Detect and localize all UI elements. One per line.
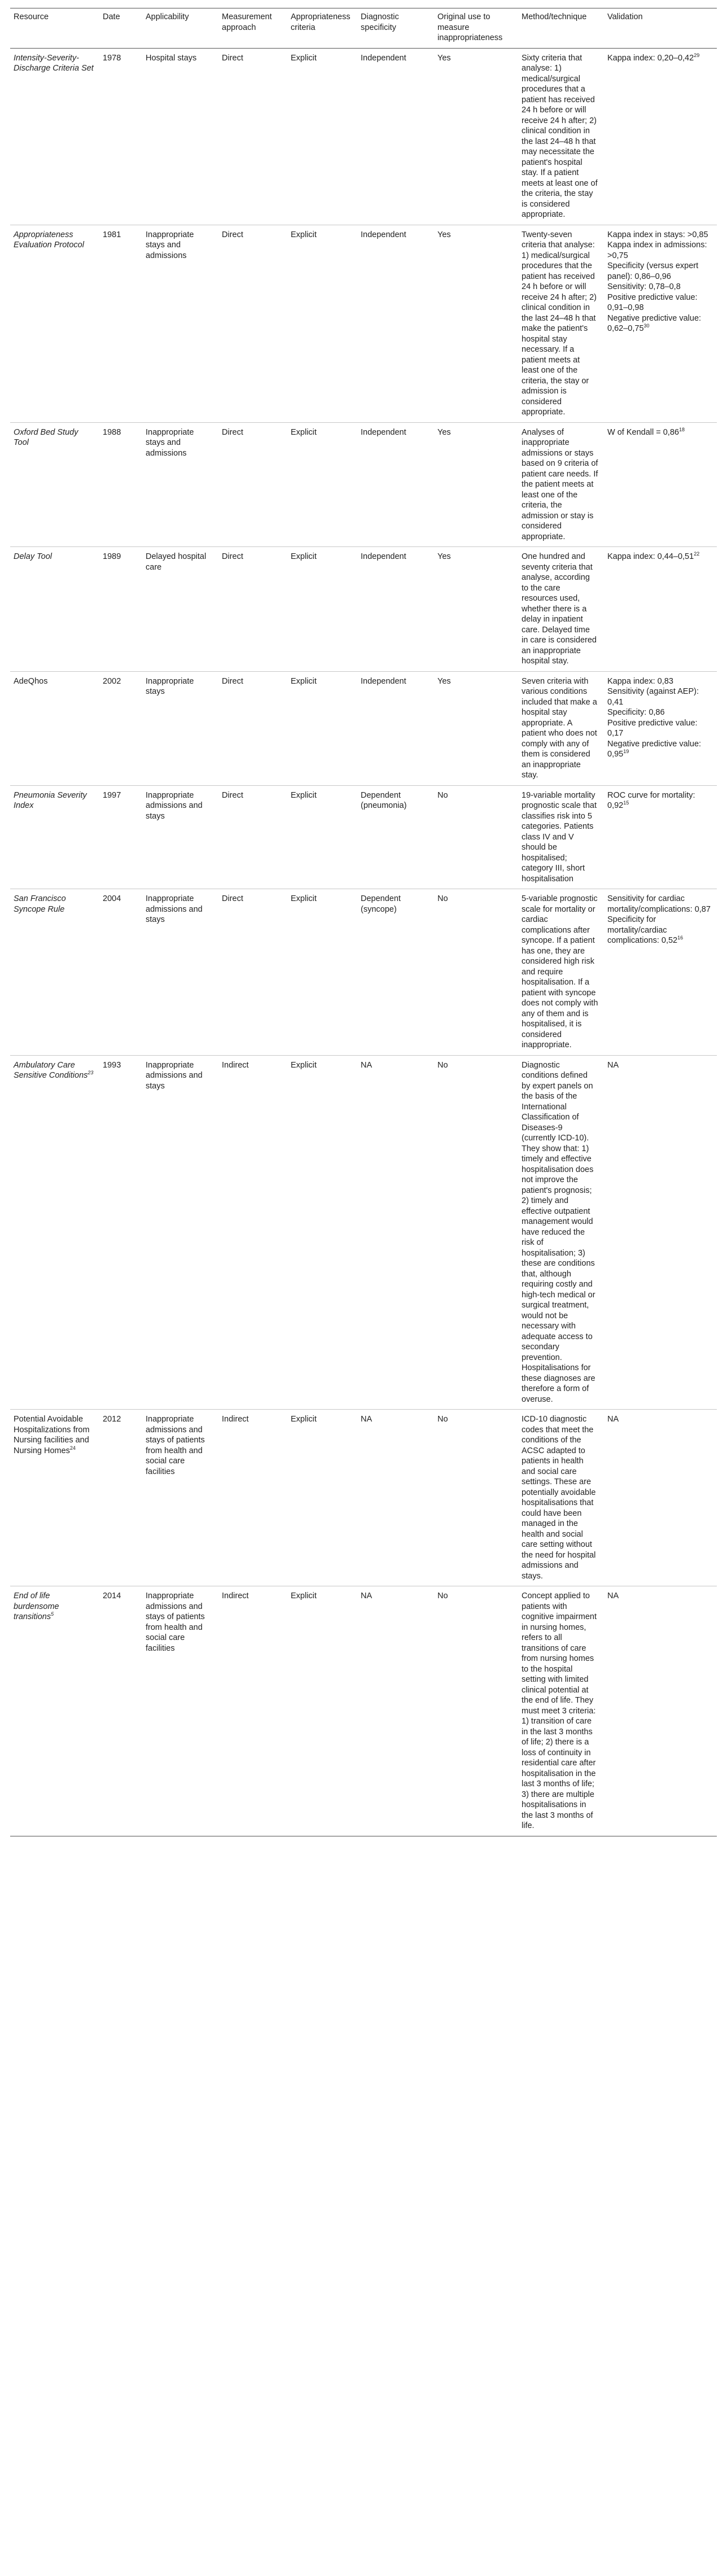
appropriateness-criteria-cell: Explicit xyxy=(291,1060,317,1070)
applicability-cell: Inappropriate stays and admissions xyxy=(146,427,194,458)
appropriateness-criteria-cell: Explicit xyxy=(291,1415,317,1424)
header-method-technique: Method/technique xyxy=(518,8,604,49)
table-row xyxy=(10,889,717,1056)
applicability-cell: Inappropriate admissions and stays of patients from health and social care facilities xyxy=(146,1415,205,1476)
validation-cell xyxy=(604,1410,717,1586)
validation-line xyxy=(607,686,711,707)
resource-name: San Francisco Syncope Rule xyxy=(14,894,66,914)
validation-text: Sensitivity (against AEP): 0,41 xyxy=(607,687,699,707)
validation-line xyxy=(607,718,711,739)
applicability-cell: Inappropriate admissions and stays xyxy=(146,790,203,821)
reference-superscript: 19 xyxy=(623,749,629,755)
original-use-cell: Yes xyxy=(437,230,451,239)
reference-superscript: 24 xyxy=(69,1445,76,1451)
validation-line xyxy=(607,230,711,240)
validation-text: Specificity for mortality/cardiac complications: 0,52 xyxy=(607,915,678,945)
resource-cell xyxy=(10,671,99,785)
validation-text: Positive predictive value: 0,91–0,98 xyxy=(607,292,698,312)
diagnostic-specificity-cell: Dependent (pneumonia) xyxy=(361,790,407,810)
validation-text: Positive predictive value: 0,17 xyxy=(607,718,698,738)
validation-line xyxy=(607,1060,711,1071)
header-appropriateness-criteria: Appropriateness criteria xyxy=(287,8,357,49)
table-row xyxy=(10,1586,717,1836)
original-use-cell: Yes xyxy=(437,676,451,686)
appropriateness-criteria-cell: Explicit xyxy=(291,1591,317,1600)
validation-line xyxy=(607,427,711,438)
method-technique-cell: Analyses of inappropriate admissions or stays based on 9 criteria of patient care needs. If the patient meets at least one of the criteria, the admission or stay is considered appropriate. xyxy=(522,427,598,541)
validation-line xyxy=(607,739,711,760)
measurement-approach-cell: Direct xyxy=(222,676,243,686)
resource-name: Potential Avoidable Hospitalizations from Nursing facilities and Nursing Homes xyxy=(14,1415,90,1455)
validation-text: NA xyxy=(607,1415,619,1424)
measurement-approach-cell: Indirect xyxy=(222,1415,249,1424)
appropriateness-criteria-cell: Explicit xyxy=(291,427,317,437)
validation-line xyxy=(607,790,711,811)
resources-table xyxy=(10,8,717,1836)
applicability-cell: Inappropriate stays and admissions xyxy=(146,230,194,260)
measurement-approach-cell: Direct xyxy=(222,53,243,63)
validation-text: Kappa index: 0,83 xyxy=(607,676,673,686)
appropriateness-criteria-cell: Explicit xyxy=(291,790,317,800)
method-technique-cell: 19-variable mortality prognostic scale that classifies risk into 5 categories. Patients class IV and V should be hospitalised; category III, short hospitalisation xyxy=(522,790,597,884)
diagnostic-specificity-cell: Independent xyxy=(361,427,406,437)
validation-text: ROC curve for mortality: 0,92 xyxy=(607,790,695,810)
resource-name: Intensity-Severity-Discharge Criteria Set xyxy=(14,53,94,73)
original-use-cell: No xyxy=(437,894,448,903)
resource-cell xyxy=(10,547,99,672)
date-cell: 2002 xyxy=(103,676,121,686)
table-row xyxy=(10,48,717,225)
validation-line xyxy=(607,282,711,292)
method-technique-cell: ICD-10 diagnostic codes that meet the conditions of the ACSC adapted to patients in health and social care settings. These are potentially avoidable hospitalisations that could have been managed in the health and social care setting without the need for hospital admissions and stays. xyxy=(522,1415,596,1581)
header-validation: Validation xyxy=(604,8,717,49)
original-use-cell: No xyxy=(437,1415,448,1424)
reference-superscript: 30 xyxy=(643,323,650,329)
original-use-cell: No xyxy=(437,1591,448,1600)
reference-superscript: 22 xyxy=(694,551,700,557)
reference-superscript: 18 xyxy=(678,426,685,432)
appropriateness-criteria-cell: Explicit xyxy=(291,676,317,686)
date-cell: 1978 xyxy=(103,53,121,63)
validation-text: Sensitivity: 0,78–0,8 xyxy=(607,282,681,291)
measurement-approach-cell: Direct xyxy=(222,427,243,437)
validation-line xyxy=(607,313,711,334)
validation-line xyxy=(607,261,711,282)
diagnostic-specificity-cell: Dependent (syncope) xyxy=(361,894,401,914)
resource-cell xyxy=(10,785,99,889)
validation-text: Specificity (versus expert panel): 0,86–0,96 xyxy=(607,261,699,281)
reference-superscript: 29 xyxy=(694,52,700,58)
resource-name: Appropriateness Evaluation Protocol xyxy=(14,230,84,250)
validation-line xyxy=(607,894,711,915)
validation-line xyxy=(607,1414,711,1425)
appropriateness-criteria-cell: Explicit xyxy=(291,894,317,903)
header-resource: Resource xyxy=(10,8,99,49)
header-applicability: Applicability xyxy=(142,8,218,49)
header-date: Date xyxy=(99,8,142,49)
date-cell: 1981 xyxy=(103,230,121,239)
validation-text: Kappa index in stays: >0,85 xyxy=(607,230,708,239)
diagnostic-specificity-cell: NA xyxy=(361,1415,373,1424)
validation-text: W of Kendall = 0,86 xyxy=(607,427,679,437)
validation-line xyxy=(607,292,711,313)
method-technique-cell: Concept applied to patients with cognitive impairment in nursing homes, refers to all transitions of care from nursing homes to the hospital setting with limited clinical potential at the end of life. They must meet 3 criteria: 1) transition of care in the last 3 months of life; 2) there is a loss of continuity in residential care after hospitalisation in the last 3 months of life; 3) there are multiple hospitalisations in the last 3 months of life. xyxy=(522,1591,597,1830)
method-technique-cell: 5-variable prognostic scale for mortality or cardiac complications after syncope. If a patient has one, they are considered high risk and require hospitalisation. If a patient with syncope does not comply with any of them and is hospitalised, it is considered inappropriate. xyxy=(522,894,598,1049)
table-row xyxy=(10,547,717,672)
resource-name: Pneumonia Severity Index xyxy=(14,790,87,810)
diagnostic-specificity-cell: Independent xyxy=(361,53,406,63)
table-row xyxy=(10,225,717,422)
resource-cell xyxy=(10,48,99,225)
validation-text: Kappa index in admissions: >0,75 xyxy=(607,240,707,260)
diagnostic-specificity-cell: Independent xyxy=(361,230,406,239)
appropriateness-criteria-cell: Explicit xyxy=(291,53,317,63)
measurement-approach-cell: Direct xyxy=(222,894,243,903)
validation-cell xyxy=(604,48,717,225)
validation-line xyxy=(607,707,711,718)
applicability-cell: Hospital stays xyxy=(146,53,197,63)
resource-cell xyxy=(10,889,99,1056)
resource-name: Delay Tool xyxy=(14,552,52,561)
validation-text: Negative predictive value: 0,62–0,75 xyxy=(607,313,702,333)
resource-name: Ambulatory Care Sensitive Conditions xyxy=(14,1060,88,1080)
method-technique-cell: Diagnostic conditions defined by expert panels on the basis of the International Classification of Diseases-9 (currently ICD-10). They show that: 1) timely and effective hospitalisation does not improve the patient's prognosis; 2) timely and effective outpatient management would have reduced the risk of hospitalisation; 3) these are conditions that, although requiring costly and high-tech medical or surgical treatment, would not be necessary with adequate access to secondary prevention. Hospitalisations for these diagnoses are therefore a form of overuse. xyxy=(522,1060,595,1404)
resource-name: AdeQhos xyxy=(14,676,48,686)
date-cell: 1993 xyxy=(103,1060,121,1070)
diagnostic-specificity-cell: Independent xyxy=(361,552,406,561)
original-use-cell: No xyxy=(437,790,448,800)
measurement-approach-cell: Indirect xyxy=(222,1591,249,1600)
table-body xyxy=(10,48,717,1836)
original-use-cell: Yes xyxy=(437,552,451,561)
validation-cell xyxy=(604,785,717,889)
diagnostic-specificity-cell: NA xyxy=(361,1591,373,1600)
date-cell: 2012 xyxy=(103,1415,121,1424)
table-row xyxy=(10,671,717,785)
date-cell: 1997 xyxy=(103,790,121,800)
validation-line xyxy=(607,915,711,946)
method-technique-cell: Seven criteria with various conditions included that make a hospital stay appropriate. A patient who does not comply with any of them is considered an inappropriate stay. xyxy=(522,676,597,780)
resource-cell xyxy=(10,1586,99,1836)
validation-line xyxy=(607,240,711,261)
validation-text: Negative predictive value: 0,95 xyxy=(607,739,702,759)
validation-line xyxy=(607,552,711,562)
table-row xyxy=(10,422,717,547)
method-technique-cell: Twenty-seven criteria that analyse: 1) medical/surgical procedures that the patient has received 24 h before or will receive 24 h after; 2) clinical condition in the last 24–48 h that make the patient's hospital stay necessary. If a patient meets at least one of the criteria, the stay or admission is considered appropriate. xyxy=(522,230,597,417)
reference-superscript: 16 xyxy=(677,935,684,941)
applicability-cell: Inappropriate admissions and stays of patients from health and social care facilities xyxy=(146,1591,205,1653)
resource-name: End of life burdensome transitions xyxy=(14,1591,59,1621)
original-use-cell: Yes xyxy=(437,427,451,437)
date-cell: 1989 xyxy=(103,552,121,561)
validation-cell xyxy=(604,889,717,1056)
appropriateness-criteria-cell: Explicit xyxy=(291,230,317,239)
appropriateness-criteria-cell: Explicit xyxy=(291,552,317,561)
validation-line xyxy=(607,676,711,687)
table-row xyxy=(10,1055,717,1410)
validation-text: Kappa index: 0,44–0,51 xyxy=(607,552,694,561)
measurement-approach-cell: Direct xyxy=(222,790,243,800)
table-row xyxy=(10,785,717,889)
measurement-approach-cell: Direct xyxy=(222,230,243,239)
reference-superscript: 23 xyxy=(87,1070,94,1076)
method-technique-cell: Sixty criteria that analyse: 1) medical/surgical procedures that a patient has received 24 h before or will receive 24 h after; 2) clinical condition in the last 24–48 h that may necessitate the patient's hospital stay. If a patient meets at least one of the criteria, the stay is considered appropriate. xyxy=(522,53,598,219)
measurement-approach-cell: Indirect xyxy=(222,1060,249,1070)
resource-cell xyxy=(10,422,99,547)
applicability-cell: Delayed hospital care xyxy=(146,552,207,572)
validation-text: Kappa index: 0,20–0,42 xyxy=(607,53,694,63)
resource-cell xyxy=(10,1410,99,1586)
date-cell: 2004 xyxy=(103,894,121,903)
validation-text: Specificity: 0,86 xyxy=(607,708,665,717)
header-row xyxy=(10,8,717,49)
validation-line xyxy=(607,1591,711,1602)
reference-superscript: 15 xyxy=(623,800,629,806)
validation-cell xyxy=(604,547,717,672)
date-cell: 1988 xyxy=(103,427,121,437)
diagnostic-specificity-cell: Independent xyxy=(361,676,406,686)
applicability-cell: Inappropriate stays xyxy=(146,676,194,696)
validation-text: NA xyxy=(607,1591,619,1600)
header-measurement-approach: Measurement approach xyxy=(218,8,287,49)
validation-cell xyxy=(604,422,717,547)
header-original-use: Original use to measure inappropriateness xyxy=(434,8,518,49)
validation-text: Sensitivity for cardiac mortality/complications: 0,87 xyxy=(607,894,711,914)
method-technique-cell: One hundred and seventy criteria that analyse, according to the care resources used, whether there is a delay in inpatient care. Delayed time in care is considered an inappropriate hospital stay. xyxy=(522,552,597,666)
original-use-cell: Yes xyxy=(437,53,451,63)
table-row xyxy=(10,1410,717,1586)
header-diagnostic-specificity: Diagnostic specificity xyxy=(357,8,434,49)
validation-line xyxy=(607,53,711,64)
diagnostic-specificity-cell: NA xyxy=(361,1060,373,1070)
applicability-cell: Inappropriate admissions and stays xyxy=(146,1060,203,1091)
reference-superscript: 5 xyxy=(51,1611,54,1617)
validation-cell xyxy=(604,225,717,422)
measurement-approach-cell: Direct xyxy=(222,552,243,561)
validation-cell xyxy=(604,1586,717,1836)
applicability-cell: Inappropriate admissions and stays xyxy=(146,894,203,924)
original-use-cell: No xyxy=(437,1060,448,1070)
resource-cell xyxy=(10,1055,99,1410)
validation-text: NA xyxy=(607,1060,619,1070)
validation-cell xyxy=(604,671,717,785)
resource-name: Oxford Bed Study Tool xyxy=(14,427,78,447)
resource-cell xyxy=(10,225,99,422)
date-cell: 2014 xyxy=(103,1591,121,1600)
validation-cell xyxy=(604,1055,717,1410)
